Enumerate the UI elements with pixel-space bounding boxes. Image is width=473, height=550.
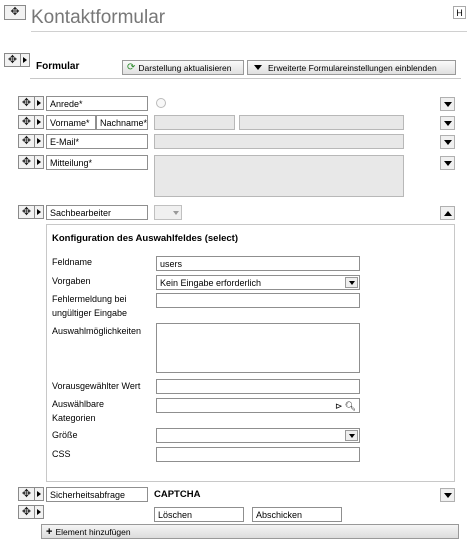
fehlermeldung-input[interactable] bbox=[156, 293, 360, 308]
toggle-down-button[interactable] bbox=[440, 488, 455, 502]
field-nachname[interactable]: Nachname* bbox=[96, 115, 148, 130]
toggle-down-button[interactable] bbox=[440, 156, 455, 170]
auswahl-textarea[interactable] bbox=[156, 323, 360, 373]
preview-input bbox=[154, 134, 404, 149]
expand-arrow-icon[interactable] bbox=[35, 205, 44, 219]
toggle-down-button[interactable] bbox=[440, 116, 455, 130]
move-handle-icon[interactable]: ✥ bbox=[18, 487, 35, 501]
label-css: CSS bbox=[52, 449, 71, 459]
preview-input bbox=[239, 115, 404, 130]
page-header bbox=[31, 5, 467, 32]
cursor-icon[interactable]: ⊳ bbox=[335, 400, 343, 411]
expand-arrow-icon[interactable] bbox=[35, 487, 44, 501]
preview-textarea bbox=[154, 155, 404, 197]
divider bbox=[30, 78, 461, 79]
vorgaben-select[interactable]: Kein Eingabe erforderlich bbox=[156, 275, 360, 290]
page-title: Kontaktformular bbox=[31, 7, 166, 28]
move-handle-icon[interactable]: ✥ bbox=[18, 134, 35, 148]
move-handle-icon[interactable]: ✥ bbox=[18, 505, 35, 519]
field-mitteilung[interactable]: Mitteilung* bbox=[46, 155, 148, 170]
expand-arrow-icon[interactable] bbox=[35, 155, 44, 169]
refresh-icon: ⟳ bbox=[127, 62, 136, 73]
chevron-down-icon bbox=[173, 211, 179, 215]
label-vorgaben: Vorgaben bbox=[52, 276, 91, 286]
search-icon[interactable]: 🔍︎ bbox=[344, 400, 356, 411]
vorausgewaehlt-input[interactable] bbox=[156, 379, 360, 394]
field-sicherheitsabfrage[interactable]: Sicherheitsabfrage bbox=[46, 487, 148, 502]
expand-arrow-icon[interactable] bbox=[35, 134, 44, 148]
label-vorausgewaehlt: Vorausgewählter Wert bbox=[52, 381, 141, 391]
move-handle-icon[interactable]: ✥ bbox=[4, 53, 21, 67]
move-handle-icon[interactable]: ✥ bbox=[18, 96, 35, 110]
preview-input bbox=[154, 115, 235, 130]
label-fehlermeldung: Fehlermeldung bei bbox=[52, 294, 127, 304]
toggle-up-button[interactable] bbox=[440, 206, 455, 220]
captcha-label: CAPTCHA bbox=[154, 489, 201, 500]
field-anrede[interactable]: Anrede* bbox=[46, 96, 148, 111]
field-vorname[interactable]: Vorname* bbox=[46, 115, 96, 130]
toggle-down-button[interactable] bbox=[440, 97, 455, 111]
move-handle-icon[interactable]: ✥ bbox=[18, 155, 35, 169]
advanced-settings-button[interactable]: Erweiterte Formulareinstellungen einblenden bbox=[247, 60, 456, 75]
move-handle-icon[interactable]: ✥ bbox=[18, 115, 35, 129]
field-sachbearbeiter[interactable]: Sachbearbeiter bbox=[46, 205, 148, 220]
label-kategorien-2: Kategorien bbox=[52, 413, 96, 423]
expand-arrow-icon[interactable] bbox=[35, 96, 44, 110]
field-email[interactable]: E-Mail* bbox=[46, 134, 148, 149]
chevron-down-icon bbox=[254, 65, 262, 70]
label-groesse: Größe bbox=[52, 430, 78, 440]
radio-button[interactable] bbox=[156, 98, 166, 108]
move-handle-icon[interactable]: ✥ bbox=[18, 205, 35, 219]
chevron-down-icon bbox=[345, 430, 358, 441]
expand-arrow-icon[interactable] bbox=[35, 505, 44, 519]
css-input[interactable] bbox=[156, 447, 360, 462]
toggle-down-button[interactable] bbox=[440, 135, 455, 149]
label-feldname: Feldname bbox=[52, 257, 93, 267]
loeschen-button[interactable]: Löschen bbox=[154, 507, 244, 522]
section-label: Formular bbox=[36, 61, 80, 72]
help-icon[interactable]: H bbox=[453, 6, 466, 19]
label-fehlermeldung-2: ungültiger Eingabe bbox=[52, 308, 128, 318]
config-title: Konfiguration des Auswahlfeldes (select) bbox=[52, 233, 238, 244]
refresh-button[interactable]: ⟳ Darstellung aktualisieren bbox=[122, 60, 244, 75]
kategorien-input[interactable] bbox=[156, 398, 360, 413]
label-auswahl: Auswahlmöglichkeiten bbox=[52, 326, 142, 336]
preview-select bbox=[154, 205, 182, 220]
move-handle-icon[interactable]: ✥ bbox=[4, 5, 26, 20]
plus-icon: + bbox=[46, 525, 53, 538]
feldname-input[interactable]: users bbox=[156, 256, 360, 271]
label-kategorien: Auswählbare bbox=[52, 399, 105, 409]
groesse-select[interactable] bbox=[156, 428, 360, 443]
chevron-down-icon bbox=[345, 277, 358, 288]
expand-arrow-icon[interactable] bbox=[35, 115, 44, 129]
abschicken-button[interactable]: Abschicken bbox=[252, 507, 342, 522]
expand-arrow-icon[interactable] bbox=[21, 53, 30, 67]
add-element-button[interactable]: + Element hinzufügen bbox=[41, 524, 459, 539]
